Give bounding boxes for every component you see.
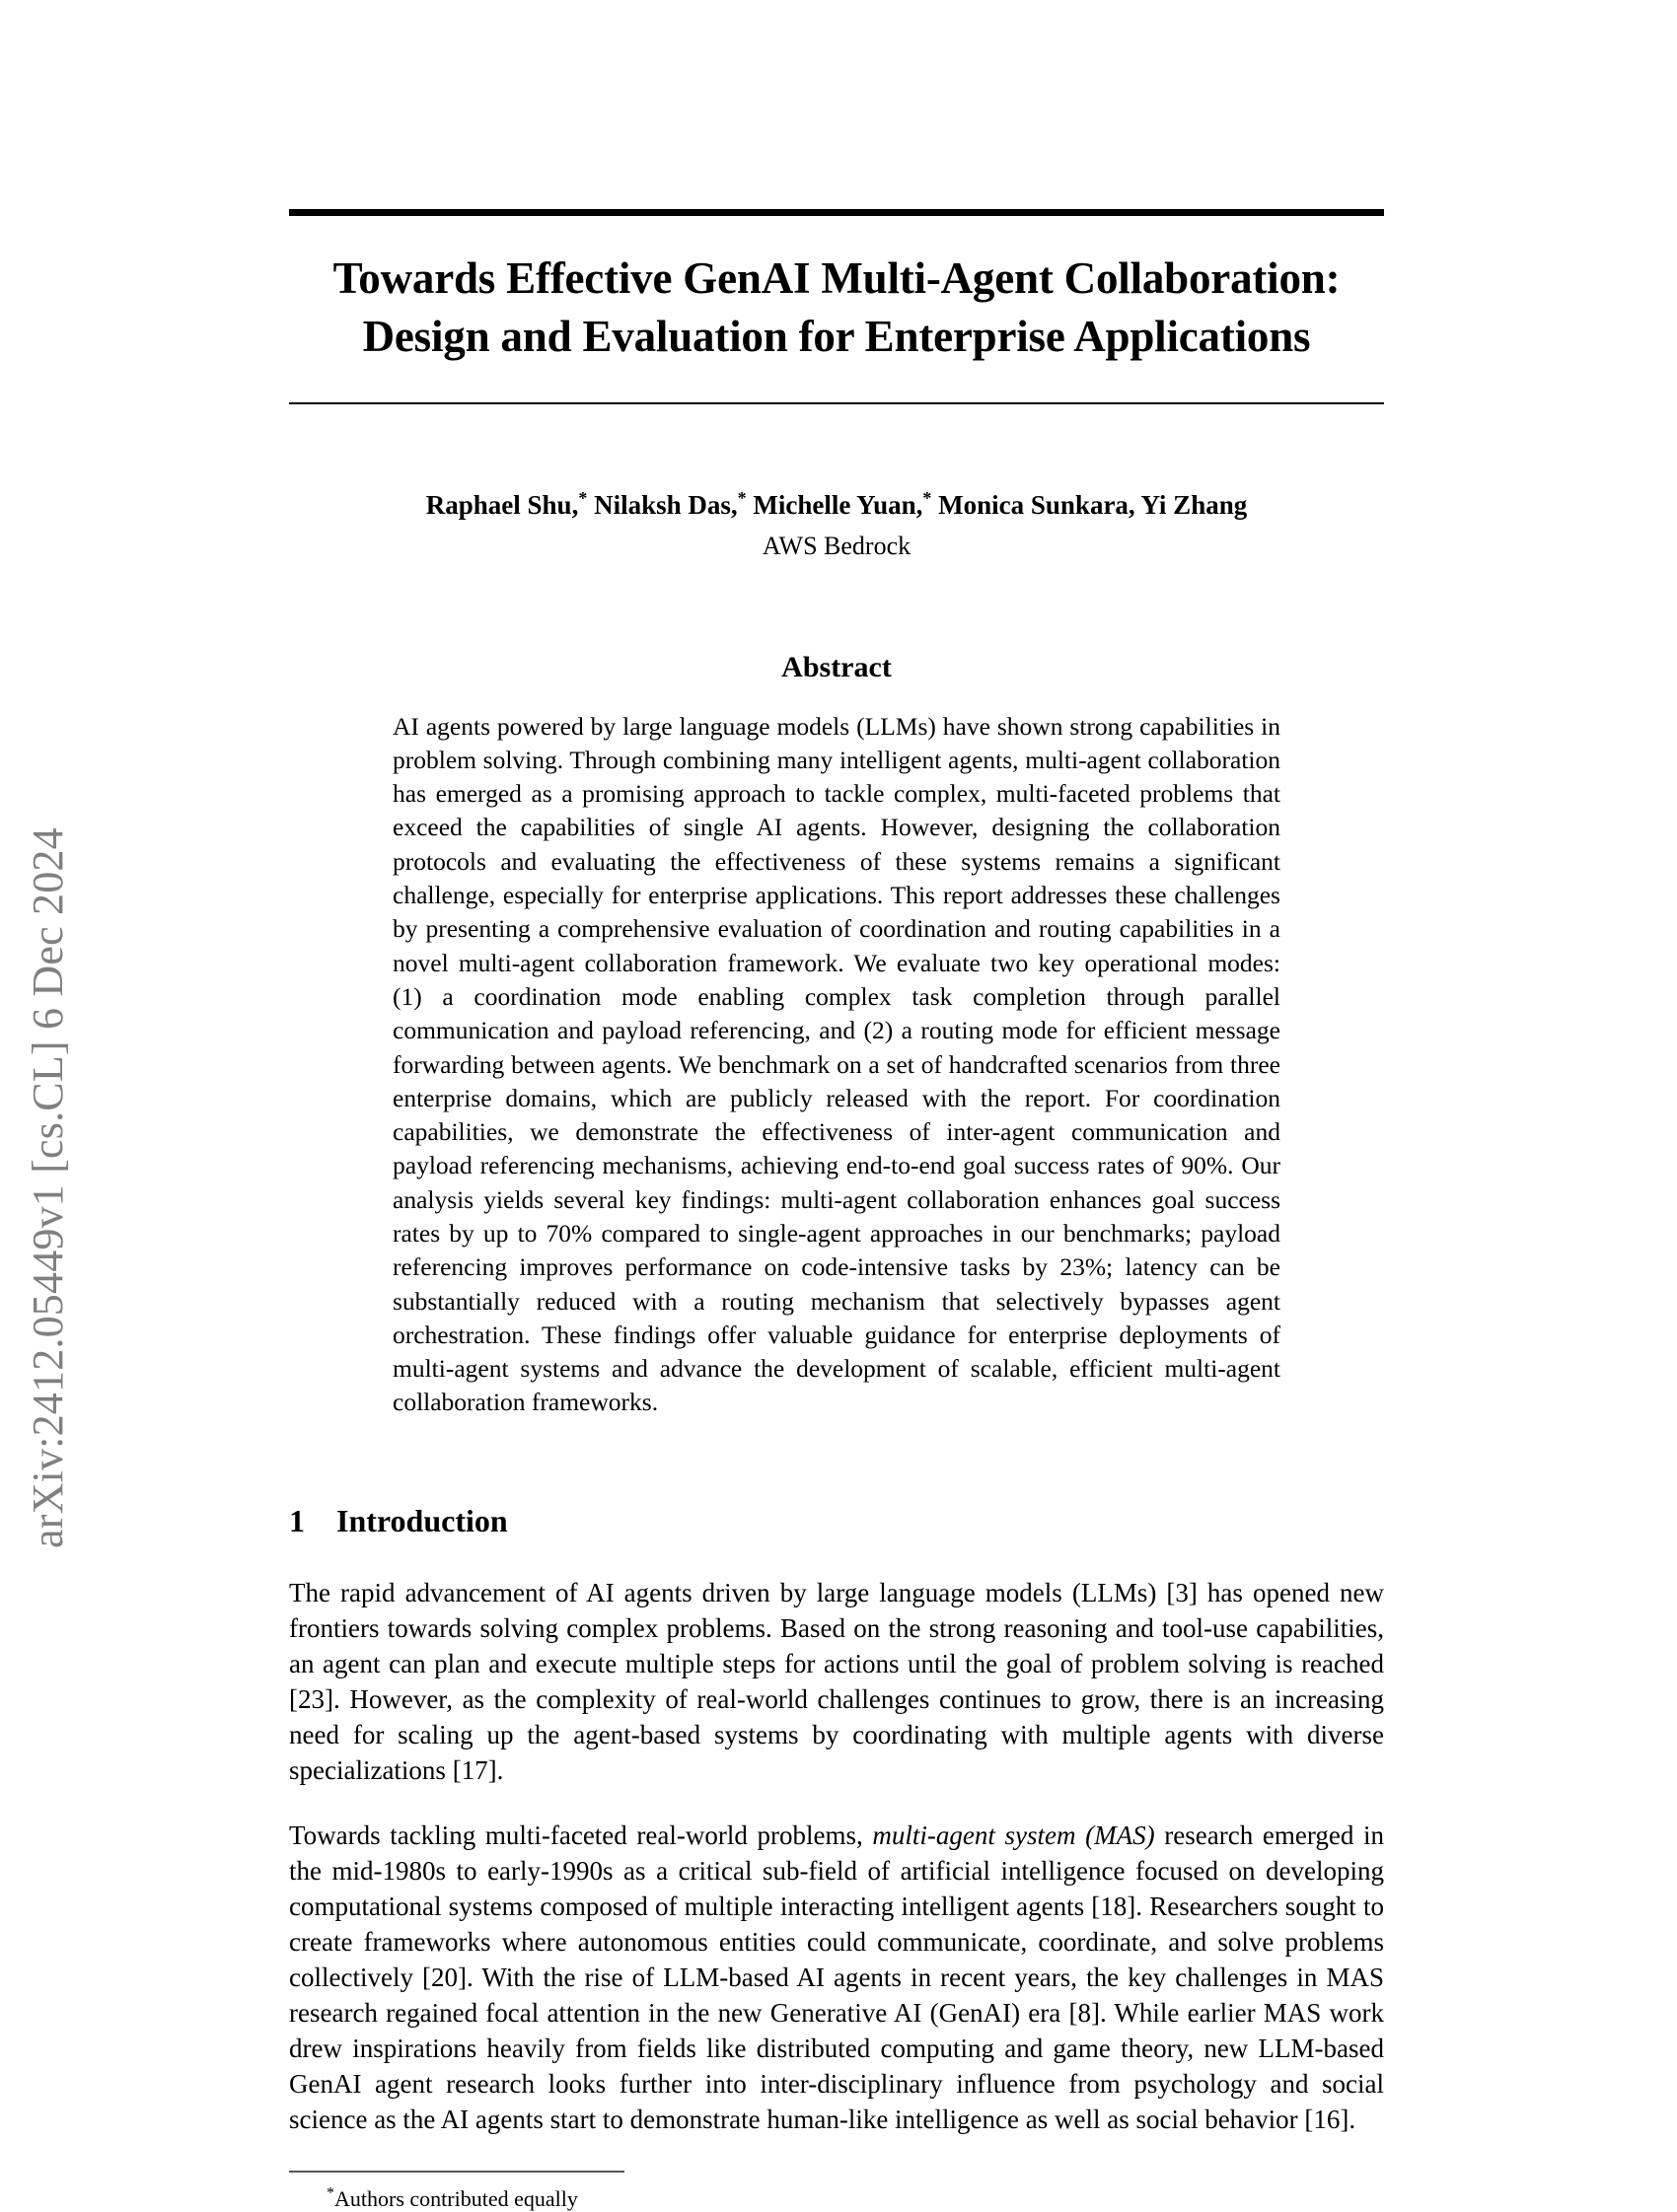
author-list bbox=[289, 487, 1384, 564]
title-line-1: Towards Effective GenAI Multi-Agent Collaboration: bbox=[332, 253, 1341, 303]
author-name-2: Nilaksh Das, bbox=[594, 490, 738, 520]
author-name-5: Yi Zhang bbox=[1140, 490, 1248, 520]
footnote-separator-rule bbox=[289, 2171, 624, 2173]
author-footnote-mark-1: * bbox=[578, 488, 588, 508]
footnote-mark: * bbox=[327, 2184, 334, 2202]
title-line-2: Design and Evaluation for Enterprise Applications bbox=[362, 311, 1311, 361]
author-footnote-mark-2: * bbox=[737, 488, 747, 508]
title-top-rule bbox=[289, 209, 1384, 216]
author-footnote-mark-3: * bbox=[922, 488, 932, 508]
title-bottom-rule-wrapper bbox=[289, 402, 1384, 404]
author-name-4: Monica Sunkara, bbox=[938, 490, 1135, 520]
section-heading-introduction bbox=[289, 1503, 1384, 1539]
arxiv-identifier-stamp: arXiv:2412.05449v1 [cs.CL] 6 Dec 2024 bbox=[23, 827, 72, 1548]
footnote-area bbox=[289, 2171, 1384, 2212]
intro-paragraph-1: The rapid advancement of AI agents driven by large language models (LLMs) [3] has opened new frontiers towards solving complex problems. Based on the strong reasoning and tool-use capabilities, an agent can plan and execute multiple steps for actions until the goal of problem solving is reached [23]. However, as the complexity of real-world challenges continues to grow, there is an increasing need for scaling up the agent-based systems by coordinating with multiple agents with diverse specializations [17]. bbox=[289, 1577, 1384, 1785]
footnote-authors-contributed-equally bbox=[327, 2186, 1384, 2212]
intro-p2-emphasis: multi-agent system (MAS) bbox=[872, 1820, 1155, 1850]
author-affiliation: AWS Bedrock bbox=[762, 532, 911, 561]
paper-content-column bbox=[289, 0, 1384, 2212]
abstract-body: AI agents powered by large language models (LLMs) have shown strong capabilities in problem solving. Through combining many intelligent agents, multi-agent collaboration has emerged as a promising approach to tackle complex, multi-faceted problems that exceed the capabilities of single AI agents. However, designing the collaboration protocols and evaluating the effectiveness of these systems remains a significant challenge, especially for enterprise applications. This report addresses these challenges by presenting a comprehensive evaluation of coordination and routing capabilities in a novel multi-agent collaboration framework. We evaluate two key operational modes: (1) a coordination mode enabling complex task completion through parallel communication and payload referencing, and (2) a routing mode for efficient message forwarding between agents. We benchmark on a set of handcrafted scenarios from three enterprise domains, which are publicly released with the report. For coordination capabilities, we demonstrate the effectiveness of inter-agent communication and payload referencing mechanisms, achieving end-to-end goal success rates of 90%. Our analysis yields several key findings: multi-agent collaboration enhances goal success rates by up to 70% compared to single-agent approaches in our benchmarks; payload referencing improves performance on code-intensive tasks by 23%; latency can be substantially reduced with a routing mechanism that selectively bypasses agent orchestration. These findings offer valuable guidance for enterprise deployments of multi-agent systems and advance the development of scalable, efficient multi-agent collaboration frameworks. bbox=[393, 711, 1280, 1417]
page-title bbox=[289, 250, 1384, 365]
abstract-heading: Abstract bbox=[781, 650, 892, 683]
section-title: Introduction bbox=[336, 1502, 508, 1538]
section-number: 1 bbox=[289, 1502, 305, 1538]
intro-p2-part-b: research emerged in the mid-1980s to early-1990s as a critical sub-field of artificial intelligence focused on developing computational systems composed of multiple interacting intelligent agents [18]. Researchers sought to create frameworks where autonomous entities could communicate, coordinate, and solve problems collectively [20]. With the rise of LLM-based AI agents in recent years, the key challenges in MAS research regained focal attention in the new Generative AI (GenAI) era [8]. While earlier MAS work drew inspirations heavily from fields like distributed computing and game theory, new LLM-based GenAI agent research looks further into inter-disciplinary influence from psychology and social science as the AI agents start to demonstrate human-like intelligence as well as social behavior [16]. bbox=[289, 1820, 1384, 2135]
intro-paragraph-2 bbox=[289, 1818, 1384, 2137]
footnote-label: Authors contributed equally bbox=[334, 2186, 578, 2212]
author-name-1: Raphael Shu, bbox=[425, 490, 579, 520]
intro-p2-part-a: Towards tackling multi-faceted real-world problems, bbox=[289, 1820, 873, 1850]
title-bottom-rule bbox=[289, 402, 1384, 404]
author-name-3: Michelle Yuan, bbox=[753, 490, 923, 520]
